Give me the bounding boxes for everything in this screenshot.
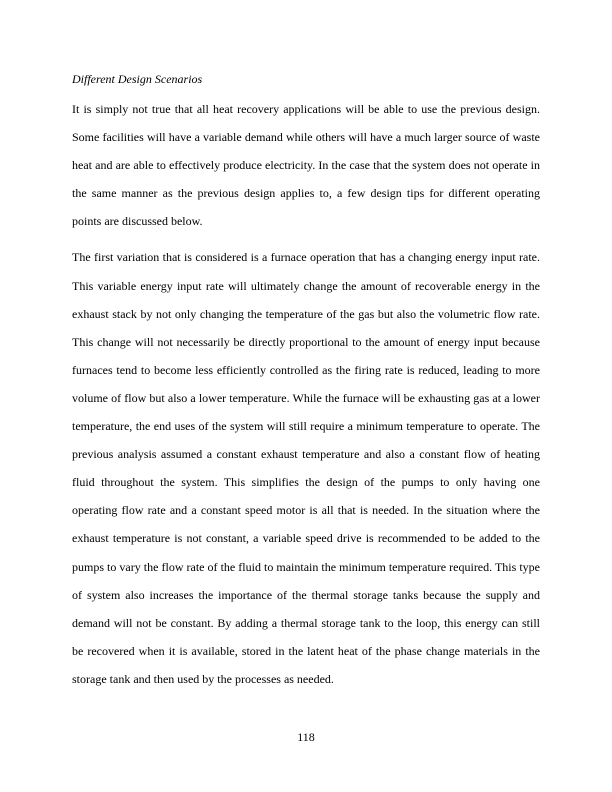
paragraph-2: The first variation that is considered is a furnace operation that has a changing energy input rate. This variable energy input rate will ultimately change the amount of recoverable energy in the exhaust stack by not only changing the temperature of the gas but also the volumetric flow rate. This change will not necessarily be directly proportional to the amount of energy input because furnaces tend to become less efficiently controlled as the firing rate is reduced, leading to more volume of flow but also a lower temperature. While the furnace will be exhausting gas at a lower temperature, the end uses of the system will still require a minimum temperature to operate. The previous analysis assumed a constant exhaust temperature and also a constant flow of heating fluid throughout the system. This simplifies the design of the pumps to only having one operating flow rate and a constant speed motor is all that is needed. In the situation where the exhaust temperature is not constant, a variable speed drive is recommended to be added to the pumps to vary the flow rate of the fluid to maintain the minimum temperature required. This type of system also increases the importance of the thermal storage tanks because the supply and demand will not be constant. By adding a thermal storage tank to the loop, this energy can still be recovered when it is available, stored in the latent heat of the phase change materials in the storage tank and then used by the processes as needed. xyxy=(72,250,540,686)
paragraph-1: It is simply not true that all heat recovery applications will be able to use the previous design. Some facilities will have a variable demand while others will have a much larger source of waste heat and are able to effectively produce electricity. In the case that the system does not operate in the same manner as the previous design applies to, a few design tips for different operating points are discussed below. xyxy=(72,102,540,229)
section-heading: Different Design Scenarios xyxy=(72,72,203,86)
page-number: 118 xyxy=(297,730,315,744)
page-body xyxy=(72,71,540,693)
